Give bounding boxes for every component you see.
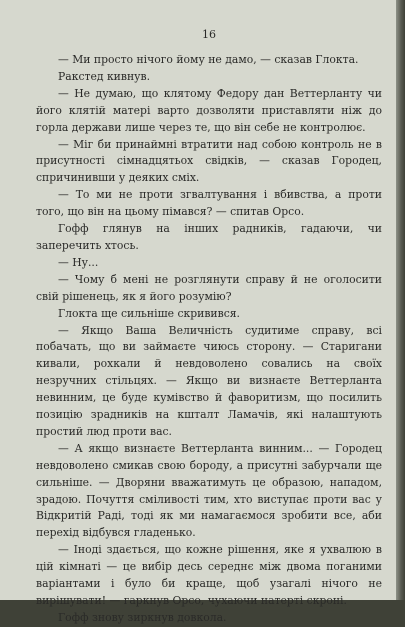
text-body	[36, 52, 382, 627]
paragraph: Гофф глянув на інших радників, гадаючи, чи заперечить хтось.	[36, 222, 382, 252]
paragraph: — Чому б мені не розглянути справу й не оголосити свій рішенець, як я його розумію?	[36, 272, 382, 303]
paragraph: — Не думаю, що клятому Федору дан Веттерланту чи його клятій матері варто дозволяти приставляти ніж до горла держави лише через те, що він себе не контролює.	[36, 86, 382, 134]
paragraph: — А якщо визнаєте Веттерланта винним... — Городец невдоволено смикав свою бороду, а присутні забурчали ще сильніше. — Дворяни вважатимуть це образою, нападом, зрадою. Почуття сміливості тим, хто виступає проти вас у Відкритій Раді, тоді як ми намагаємося зробити все, аби перехід відбувся гладенько.	[36, 441, 382, 540]
paragraph: — Міг би принаймні втратити над собою контроль не в присутності сімнадцятьох свідків, — сказав Городец, спричинивши у деяких сміх.	[36, 137, 382, 185]
paragraph: Глокта ще сильніше скривився.	[58, 306, 240, 320]
paragraph: Ракстед кивнув.	[58, 69, 151, 83]
paragraph: Гофф знову зиркнув довкола.	[58, 610, 227, 624]
page-number: 16	[202, 28, 216, 41]
paragraph: — Якщо Ваша Величність судитиме справу, всі побачать, що ви займаєте чиюсь сторону. — Старигани кивали, рохкали й невдоволено совались на своїх незручних стільцях. — Якщо ви визнаєте Веттерланта невинним, це буде кумівство й фаворитизм, що посилить позицію зрадників на кшталт Ламачів, які налаштують простий люд проти вас.	[36, 323, 382, 438]
paragraph: — Іноді здається, що кожне рішення, яке я ухвалюю в цій кімнаті — це вибір десь середнє між двома поганими варіантами і було би краще, щоб узагалі нічого не вирішувати! — гаркнув Орсо, чухаючи натерті скроні.	[36, 543, 382, 607]
page-edge-shadow	[396, 0, 405, 600]
paragraph: — Ми просто нічого йому не дамо, — сказав Глокта.	[58, 53, 359, 66]
paragraph: — То ми не проти згвалтування і вбивства, а проти того, що він на цьому пімався? — спитав Орсо.	[36, 188, 382, 219]
paragraph: — Ну...	[58, 255, 99, 269]
